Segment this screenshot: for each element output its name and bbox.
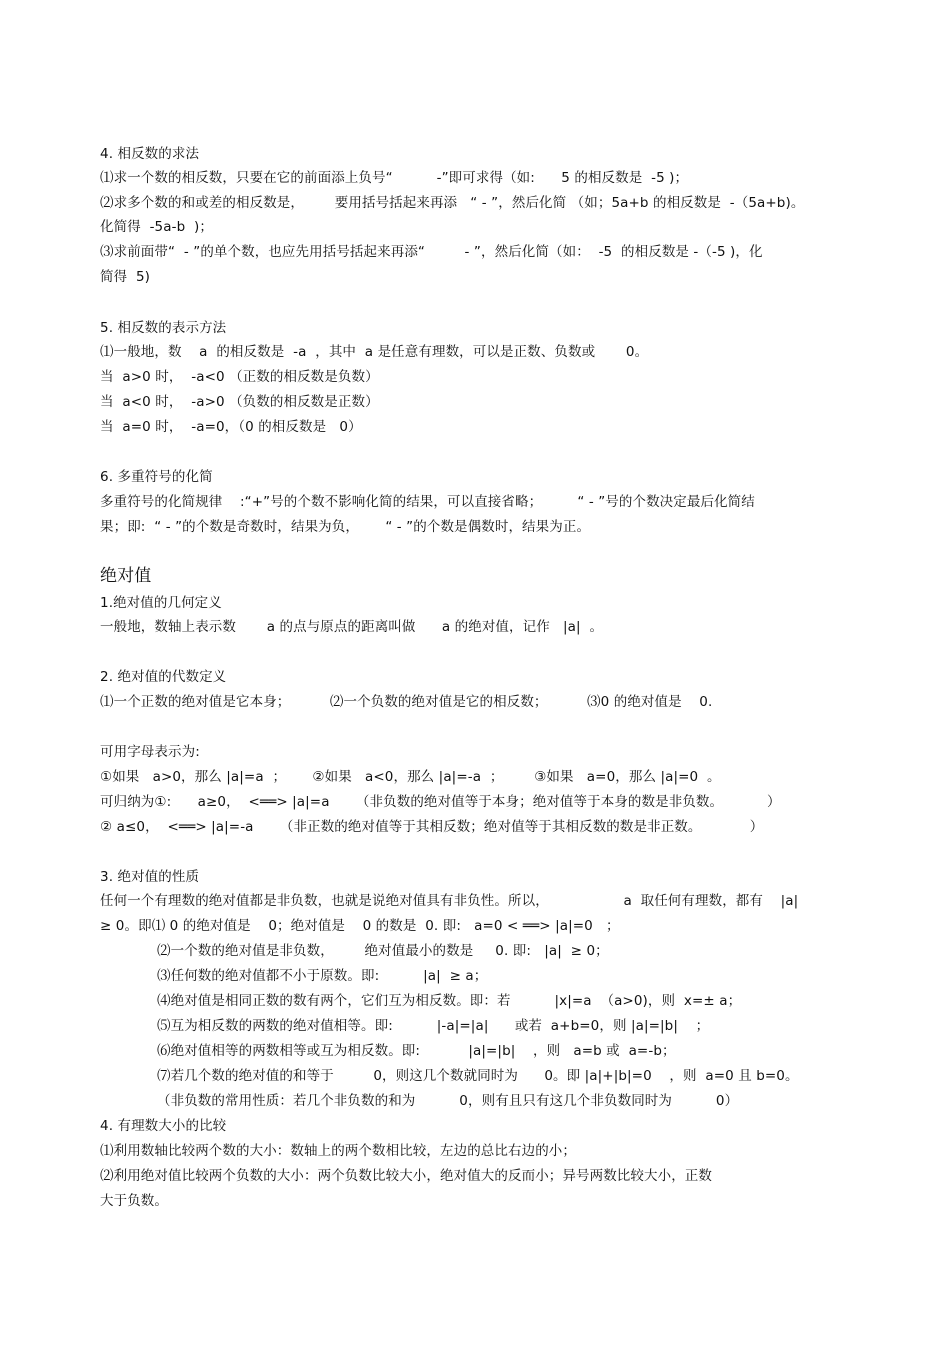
- section-heading-multiple-signs: 6. 多重符号的化简: [100, 469, 213, 485]
- section-heading-opposite-notation: 5. 相反数的表示方法: [100, 320, 227, 336]
- text-line: ⑴一个正数的绝对值是它本身； ⑵一个负数的绝对值是它的相反数； ⑶0 的绝对值是 0.: [100, 694, 713, 710]
- text-line: 化简得 -5a-b )；: [100, 219, 214, 235]
- text-line: 当 a<0 时， -a>0 （负数的相反数是正数）: [100, 394, 379, 410]
- section-heading-comparison: 4. 有理数大小的比较: [100, 1118, 227, 1134]
- text-line: ⑶任何数的绝对值都不小于原数。即: |a| ≥ a；: [157, 968, 488, 984]
- text-line: ⑷绝对值是相同正数的数有两个，它们互为相反数。即：若 |x|=a （a>0)，则 x=± a；: [157, 993, 742, 1009]
- text-line: 可归纳为①: a≥0， <══> |a|=a （非负数的绝对值等于本身；绝对值等于本身的数是非负数。 ）: [100, 794, 781, 810]
- text-line: ⑴利用数轴比较两个数的大小：数轴上的两个数相比较，左边的总比右边的小；: [100, 1143, 576, 1159]
- text-line: 当 a=0 时， -a=0，（0 的相反数是 0）: [100, 419, 362, 435]
- section-heading-opposite-method: 4. 相反数的求法: [100, 146, 200, 162]
- text-line: 当 a>0 时， -a<0 （正数的相反数是负数）: [100, 369, 379, 385]
- text-line: ⑴一般地，数 a 的相反数是 -a ，其中 a 是任意有理数，可以是正数、负数或 0。: [100, 344, 649, 360]
- chapter-title-absolute-value: 绝对值: [100, 566, 152, 586]
- text-line: 任何一个有理数的绝对值都是非负数，也就是说绝对值具有非负性。所以， a 取任何有理数，都有 |a|: [100, 893, 799, 909]
- text-line: ② a≤0， <══> |a|=-a （非正数的绝对值等于其相反数；绝对值等于其相反数的数是非正数。 ）: [100, 819, 764, 835]
- text-line: 大于负数。: [100, 1193, 168, 1209]
- section-heading-geometric-definition: 1.绝对值的几何定义: [100, 595, 222, 611]
- text-line: 简得 5): [100, 269, 151, 285]
- text-line: ≥ 0。即⑴ 0 的绝对值是 0；绝对值是 0 的数是 0. 即: a=0 < ══> |a|=0 ；: [100, 918, 620, 934]
- section-heading-algebraic-definition: 2. 绝对值的代数定义: [100, 669, 227, 685]
- text-line: （非负数的常用性质：若几个非负数的和为 0，则有且只有这几个非负数同时为 0）: [157, 1093, 739, 1109]
- text-line: 可用字母表示为:: [100, 744, 200, 760]
- text-line: ⑴求一个数的相反数，只要在它的前面添上负号“ -”即可求得（如: 5 的相反数是 -5 )；: [100, 170, 689, 186]
- text-line: ⑵利用绝对值比较两个负数的大小：两个负数比较大小，绝对值大的反而小；异号两数比较大小，正数: [100, 1168, 712, 1184]
- text-line: 果；即: “ - ”的个数是奇数时，结果为负， “ - ”的个数是偶数时，结果为正。: [100, 519, 591, 535]
- text-line: ⑵一个数的绝对值是非负数， 绝对值最小的数是 0. 即: |a| ≥ 0；: [157, 943, 609, 959]
- text-line: 多重符号的化简规律 :“+”号的个数不影响化简的结果，可以直接省略； “ - ”号的个数决定最后化简结: [100, 494, 755, 510]
- text-line: ⑹绝对值相等的两数相等或互为相反数。即: |a|=|b| ，则 a=b 或 a=-b；: [157, 1043, 676, 1059]
- text-line: ⑺若几个数的绝对值的和等于 0，则这几个数就同时为 0。即 |a|+|b|=0 ，则 a=0 且 b=0。: [157, 1068, 799, 1084]
- text-line: ⑵求多个数的和或差的相反数是， 要用括号括起来再添 “ - ”，然后化简 （如；5a+b 的相反数是 -（5a+b)。: [100, 195, 805, 211]
- section-heading-properties: 3. 绝对值的性质: [100, 869, 200, 885]
- text-line: ⑶求前面带“ - ”的单个数，也应先用括号括起来再添“ - ”，然后化简（如： -5 的相反数是 -（-5 )，化: [100, 244, 763, 260]
- text-line: 一般地，数轴上表示数 a 的点与原点的距离叫做 a 的绝对值，记作 |a| 。: [100, 619, 604, 635]
- text-line: ①如果 a>0，那么 |a|=a ； ②如果 a<0，那么 |a|=-a ； ③如果 a=0，那么 |a|=0 。: [100, 769, 721, 785]
- text-line: ⑸互为相反数的两数的绝对值相等。即: |-a|=|a| 或若 a+b=0，则 |a|=|b| ；: [157, 1018, 710, 1034]
